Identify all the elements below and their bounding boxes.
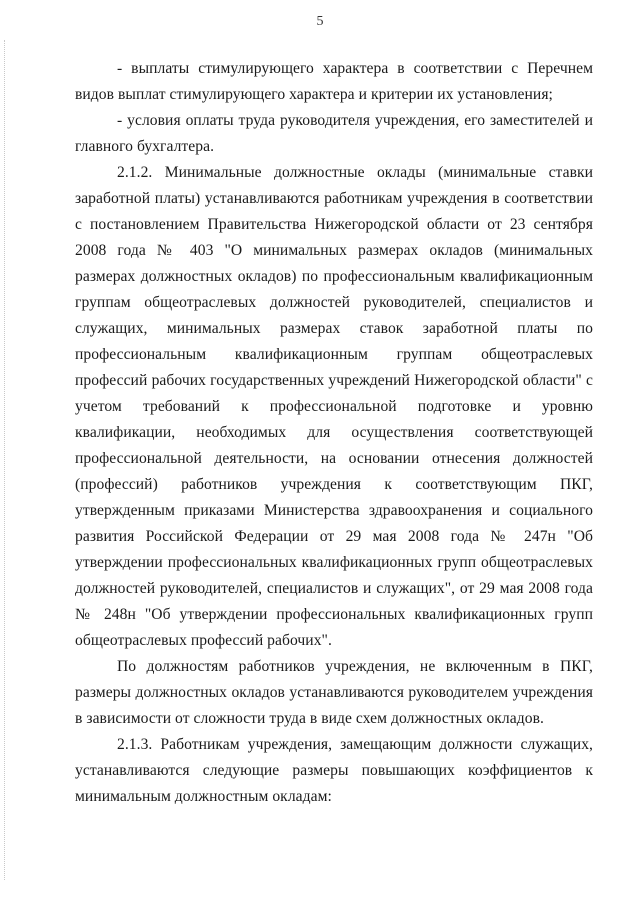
paragraph-2-1-2-minimum-salaries: 2.1.2. Минимальные должностные оклады (минимальные ставки заработной платы) устанавливаются работникам учреждения в соответствии с постановлением Правительства Нижегородской области от 23 сентября 2008 года № 403 "О минимальных размерах окладов (минимальных размерах должностных окладов) по профессиональным квалификационным группам общеотраслевых должностей руководителей, специалистов и служащих, минимальных размерах ставок заработной платы по профессиональным квалификационным группам общеотраслевых профессий рабочих государственных учреждений Нижегородской области" с учетом требований к профессиональной подготовке и уровню квалификации, необходимых для осуществления соответствующей профессиональной деятельности, на основании отнесения должностей (профессий) работников учреждения к соответствующим ПКГ, утвержденным приказами Министерства здравоохранения и социального развития Российской Федерации от 29 мая 2008 года № 247н "Об утверждении профессиональных квалификационных групп общеотраслевых должностей руководителей, специалистов и служащих", от 29 мая 2008 года № 248н "Об утверждении профессиональных квалификационных групп общеотраслевых профессий рабочих". xyxy=(75,164,593,649)
paragraph-non-pkg-positions: По должностям работников учреждения, не включенным в ПКГ, размеры должностных окладов устанавливаются руководителем учреждения в зависимости от сложности труда в виде схем должностных окладов. xyxy=(75,658,593,727)
paragraph-2-1-3-coefficients: 2.1.3. Работникам учреждения, замещающим должности служащих, устанавливаются следующие размеры повышающих коэффициентов к минимальным должностным окладам: xyxy=(75,736,593,805)
document-body xyxy=(75,56,593,810)
page-number: 5 xyxy=(316,14,324,29)
paragraph-director-pay-conditions: - условия оплаты труда руководителя учреждения, его заместителей и главного бухгалтера. xyxy=(75,112,593,155)
scan-edge xyxy=(4,40,6,880)
paragraph-stimulating-payments: - выплаты стимулирующего характера в соответствии с Перечнем видов выплат стимулирующего характера и критерии их установления; xyxy=(75,60,593,103)
